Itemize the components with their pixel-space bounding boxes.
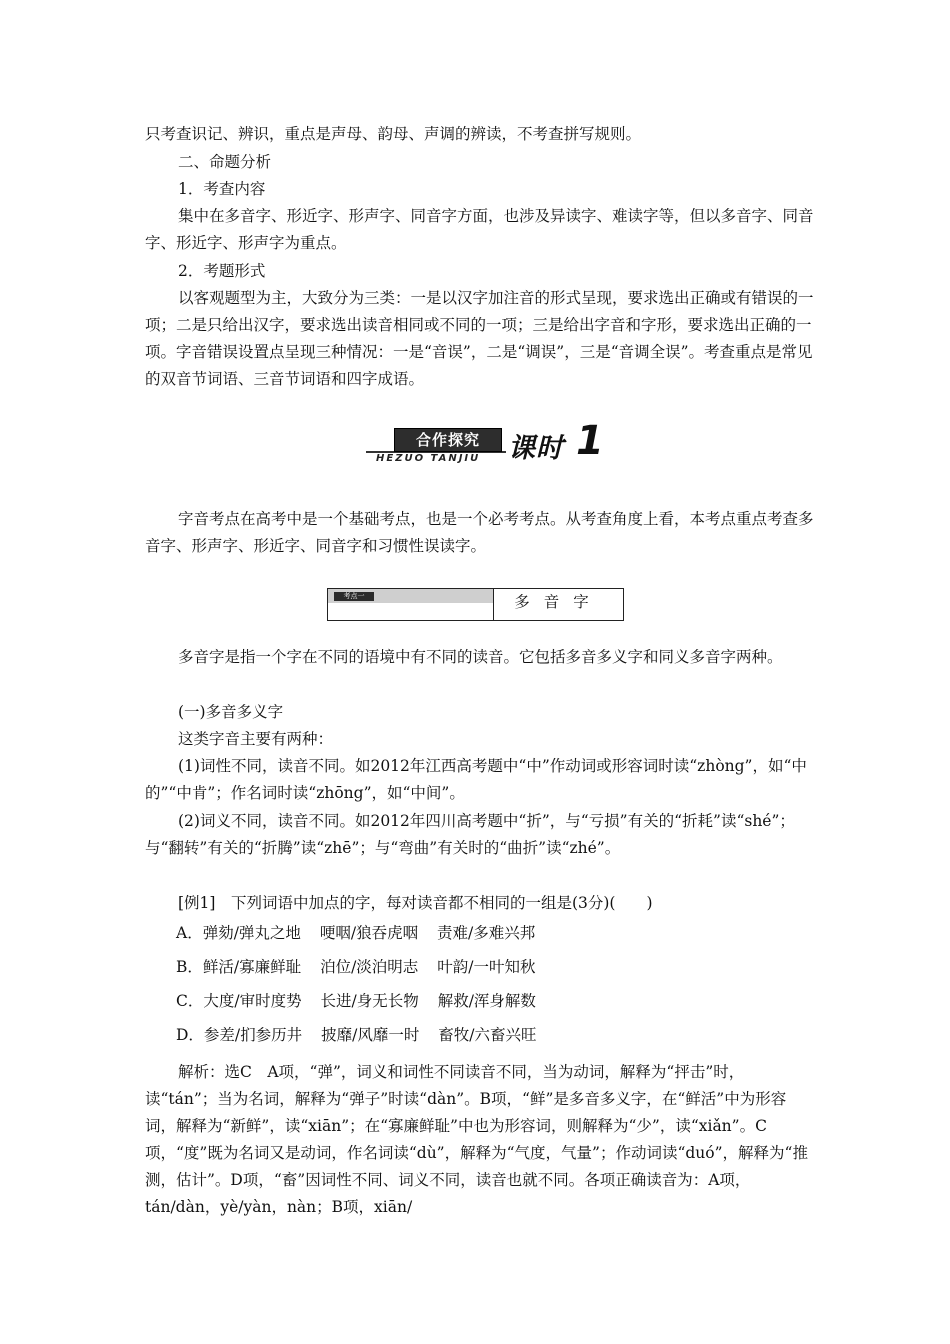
option-d-group-2: 披靡/风靡一时: [321, 1026, 420, 1044]
option-b-group-2: 泊位/淡泊明志: [320, 958, 419, 976]
banner-number: 1: [576, 418, 604, 464]
option-a-group-1: A．弹劾/弹丸之地: [176, 924, 301, 942]
example-question: [例1] 下列词语中加点的字，每对读音都不相同的一组是(3分)( ): [178, 894, 653, 912]
option-b-group-3: 叶韵/一叶知秋: [437, 958, 536, 976]
paragraph-content: 集中在多音字、形近字、形声字、同音字方面，也涉及异读字、难读字等，但以多音字、同音字、形近字、形声字为重点。: [145, 207, 814, 252]
option-a-group-2: 哽咽/狼吞虎咽: [319, 924, 419, 942]
paragraph-definition: 多音字是指一个字在不同的语境中有不同的读音。它包括多音多义字和同义多音字两种。: [178, 648, 783, 666]
kaodian-tag: 考点一: [334, 592, 374, 601]
kaodian-title: 多音字: [514, 593, 603, 611]
paragraph-intro: 只考查识记、辨识，重点是声母、韵母、声调的辨读，不考查拼写规则。: [145, 125, 642, 143]
paragraph-type-1: (1)词性不同，读音不同。如2012年江西高考题中“中”作动词或形容词时读“zhòng”，如“中的”“中肯”；作名词时读“zhōng”，如“中间”。: [145, 757, 807, 802]
banner-box-text: 合作探究: [394, 428, 502, 452]
option-b-group-1: B．鲜活/寡廉鲜耻: [176, 958, 302, 976]
kaodian-header: [327, 588, 624, 621]
banner-pinyin: HEZUO TANJIU: [376, 453, 481, 464]
subheading-form: 2．考题形式: [178, 262, 266, 280]
paragraph-two-types: 这类字音主要有两种：: [178, 730, 334, 748]
section-banner: [356, 418, 604, 468]
banner-main-text: 课时: [508, 433, 564, 464]
paragraph-form: 以客观题型为主，大致分为三类：一是以汉字加注音的形式呈现，要求选出正确或有错误的一项；二是只给出汉字，要求选出读音相同或不同的一项；三是给出字音和字形，要求选出正确的一项。字音错误设置点呈现三种情况：一是“音误”，二是“调误”，三是“音调全误”。考查重点是常见的双音节词语、三音节词语和四字成语。: [145, 289, 814, 388]
option-c-group-2: 长进/身无长物: [320, 992, 419, 1010]
option-c-group-3: 解救/浑身解数: [437, 992, 536, 1010]
kaodian-label-bar: [328, 589, 493, 603]
subheading-duoyin: (一)多音多义字: [178, 703, 284, 721]
option-d-group-1: D．参差/扪参历井: [176, 1026, 303, 1044]
option-b: [176, 954, 549, 981]
paragraph-overview: 字音考点在高考中是一个基础考点，也是一个必考考点。从考查角度上看，本考点重点考查多音字、形声字、形近字、同音字和习惯性误读字。: [145, 510, 814, 555]
section-heading-analysis: 二、命题分析: [178, 153, 272, 171]
option-a: [176, 920, 549, 947]
paragraph-explanation: 解析：选C A项，“弹”，词义和词性不同读音不同，当为动词，解释为“抨击”时，读“tán”；当为名词，解释为“弹子”时读“dàn”。B项，“鲜”是多音多义字，在“鲜活”中为形容词，解释为“新鲜”，读“xiān”；在“寡廉鲜耻”中也为形容词，则解释为“少”，读“xiǎn”。C项，“度”既为名词又是动词，作名词读“dù”，解释为“气度，气量”；作动词读“duó”，解释为“推测，估计”。D项，“畜”因词性不同、词义不同，读音也就不同。各项正确读音为：A项，tán/dàn，yè/yàn，nàn；B项，xiān/: [145, 1063, 808, 1216]
subheading-content: 1．考查内容: [178, 180, 266, 198]
option-d-group-3: 畜牧/六畜兴旺: [438, 1026, 537, 1044]
option-d: [176, 1022, 551, 1049]
paragraph-type-2: (2)词义不同，读音不同。如2012年四川高考题中“折”，与“亏损”有关的“折耗”读“shé”；与“翻转”有关的“折腾”读“zhē”；与“弯曲”有关时的“曲折”读“zhé”。: [145, 812, 795, 857]
option-c-group-1: C．大度/审时度势: [176, 992, 302, 1010]
option-a-group-3: 责难/多难兴邦: [437, 924, 536, 942]
option-c: [176, 988, 550, 1015]
